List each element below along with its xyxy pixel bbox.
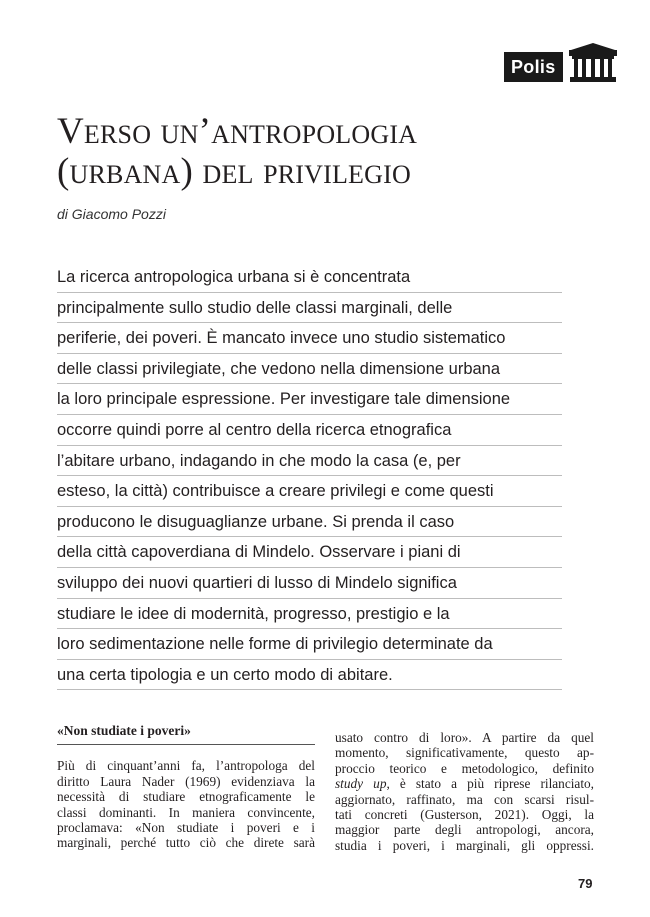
body-text-line: diritto Laura Nader (1969) evidenziava la [57, 773, 315, 789]
text-fragment: momento, significativamente, questo ap- [335, 745, 594, 761]
body-text-line [335, 745, 594, 760]
article-title [57, 112, 617, 192]
abstract-line: esteso, la città) contribuisce a creare privilegi e come questi [57, 476, 562, 507]
text-fragment: maggior parte degli antropologi, ancora, [335, 822, 594, 838]
section-tag [504, 51, 619, 83]
text-fragment: , è stato a più riprese rilanciato, [386, 776, 594, 792]
abstract-line: una certa tipologia e un certo modo di abitare. [57, 660, 562, 691]
page-number: 79 [578, 876, 593, 891]
abstract-line: la loro principale espressione. Per investigare tale dimensione [57, 384, 562, 415]
body-text-line: marginali, perché tutto ciò che direte sarà [57, 835, 315, 851]
section-label: Polis [504, 52, 563, 82]
abstract-line: producono le disuguaglianze urbane. Si prenda il caso [57, 507, 562, 538]
abstract-line: studiare le idee di modernità, progresso, prestigio e la [57, 599, 562, 630]
body-text-line [335, 761, 594, 776]
abstract-line: della città capoverdiana di Mindelo. Osservare i piani di [57, 537, 562, 568]
building-icon [567, 42, 619, 84]
abstract [57, 262, 562, 690]
text-fragment: usato contro di loro». A partire da quel [335, 730, 594, 745]
italic-term: study up [335, 776, 387, 792]
body-text-line: proclamava: «Non studiate i poveri e i [57, 820, 315, 836]
abstract-line: periferie, dei poveri. È mancato invece uno studio sistematico [57, 323, 562, 354]
right-column [335, 730, 594, 853]
abstract-line: loro sedimentazione nelle forme di privilegio determinate da [57, 629, 562, 660]
title-line: Verso un’antropologia [57, 111, 418, 152]
body-text-line [335, 822, 594, 837]
body-text-line [335, 838, 594, 853]
abstract-line: delle classi privilegiate, che vedono nella dimensione urbana [57, 354, 562, 385]
body-text-line [335, 776, 594, 791]
text-fragment: tati concreti (Gusterson, 2021). Oggi, la [335, 807, 594, 823]
text-fragment: aggiornato, raffinato, ma con scarsi risul- [335, 791, 594, 807]
abstract-line: sviluppo dei nuovi quartieri di lusso di Mindelo significa [57, 568, 562, 599]
byline: di Giacomo Pozzi [57, 206, 166, 222]
body-text-line: Più di cinquant’anni fa, l’antropologa del [57, 758, 315, 774]
abstract-line: principalmente sullo studio delle classi marginali, delle [57, 293, 562, 324]
left-column [57, 723, 315, 851]
title-line: (urbana) del privilegio [57, 151, 411, 192]
abstract-line: occorre quindi porre al centro della ricerca etnografica [57, 415, 562, 446]
body-text-line: classi dominanti. In maniera convincente, [57, 804, 315, 820]
text-fragment: proccio teorico e metodologico, definito [335, 760, 594, 776]
body-text-line [335, 807, 594, 822]
body-text-line [335, 730, 594, 745]
section-subheading: «Non studiate i poveri» [57, 723, 315, 745]
text-fragment: studia i poveri, i marginali, gli oppressi. [335, 837, 594, 853]
abstract-line: l’abitare urbano, indagando in che modo la casa (e, per [57, 446, 562, 477]
body-text-line [335, 792, 594, 807]
body-text-line: necessità di studiare etnograficamente le [57, 789, 315, 805]
abstract-line: La ricerca antropologica urbana si è concentrata [57, 262, 562, 293]
left-column-text [57, 758, 315, 850]
